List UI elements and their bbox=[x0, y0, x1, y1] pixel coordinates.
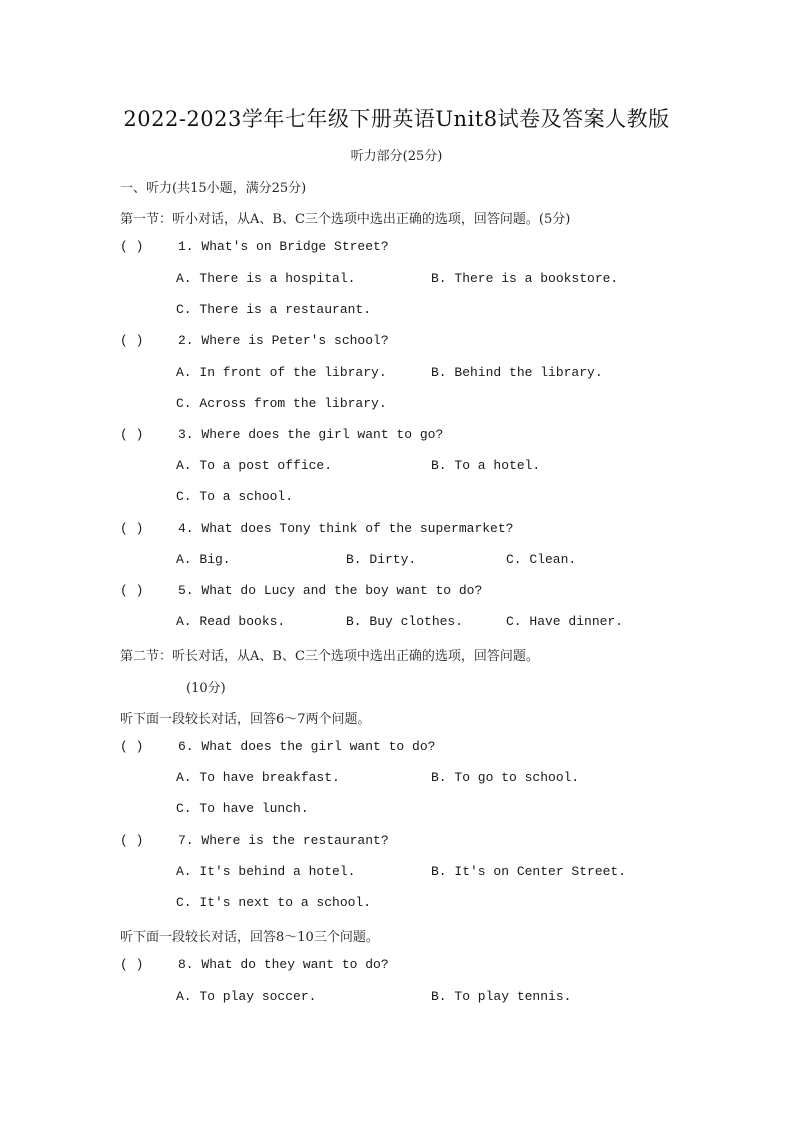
option-c: C. Have dinner. bbox=[506, 614, 624, 629]
option-b: B. Buy clothes. bbox=[346, 614, 464, 629]
question-4 bbox=[120, 521, 513, 536]
option-a: A. It's behind a hotel. bbox=[176, 864, 356, 879]
answer-blank[interactable]: ( ) bbox=[120, 427, 144, 442]
answer-blank[interactable]: ( ) bbox=[120, 583, 144, 598]
option-a: A. To have breakfast. bbox=[176, 770, 340, 785]
answer-blank[interactable]: ( ) bbox=[120, 739, 144, 754]
option-a: A. There is a hospital. bbox=[176, 271, 356, 286]
option-a: A. To play soccer. bbox=[176, 989, 317, 1004]
question-stem: 7. Where is the restaurant? bbox=[178, 833, 389, 848]
option-a: A. Big. bbox=[176, 552, 231, 567]
option-c: C. It's next to a school. bbox=[176, 895, 372, 910]
option-a: A. To a post office. bbox=[176, 458, 333, 473]
question-7 bbox=[120, 833, 389, 848]
section2-score: (10分) bbox=[186, 681, 226, 696]
question-8 bbox=[120, 957, 389, 972]
listening-section-subtitle: 听力部分(25分) bbox=[350, 149, 443, 164]
document-title: 2022-2023学年七年级下册英语Unit8试卷及答案人教版 bbox=[123, 107, 670, 131]
question-3 bbox=[120, 427, 443, 442]
answer-blank[interactable]: ( ) bbox=[120, 239, 144, 254]
question-stem: 4. What does Tony think of the supermarket? bbox=[178, 521, 514, 536]
question-1 bbox=[120, 239, 389, 254]
option-c: C. Clean. bbox=[506, 552, 577, 567]
question-5 bbox=[120, 583, 482, 598]
question-stem: 5. What do Lucy and the boy want to do? bbox=[178, 583, 483, 598]
option-a: A. In front of the library. bbox=[176, 365, 387, 380]
question-stem: 1. What's on Bridge Street? bbox=[178, 239, 389, 254]
question-stem: 6. What does the girl want to do? bbox=[178, 739, 436, 754]
section1-heading: 第一节：听小对话，从A、B、C三个选项中选出正确的选项，回答问题。(5分) bbox=[120, 212, 571, 227]
question-stem: 8. What do they want to do? bbox=[178, 957, 389, 972]
answer-blank[interactable]: ( ) bbox=[120, 521, 144, 536]
option-b: B. There is a bookstore. bbox=[431, 271, 619, 286]
group1-instruction: 听下面一段较长对话，回答6～7两个问题。 bbox=[120, 712, 371, 727]
option-c: C. There is a restaurant. bbox=[176, 302, 372, 317]
option-b: B. To a hotel. bbox=[431, 458, 541, 473]
option-b: B. Dirty. bbox=[346, 552, 417, 567]
group2-instruction: 听下面一段较长对话，回答8～10三个问题。 bbox=[120, 930, 379, 945]
question-stem: 3. Where does the girl want to go? bbox=[178, 427, 444, 442]
option-c: C. To a school. bbox=[176, 489, 294, 504]
question-stem: 2. Where is Peter's school? bbox=[178, 333, 389, 348]
option-a: A. Read books. bbox=[176, 614, 286, 629]
answer-blank[interactable]: ( ) bbox=[120, 957, 144, 972]
option-b: B. To go to school. bbox=[431, 770, 580, 785]
answer-blank[interactable]: ( ) bbox=[120, 333, 144, 348]
part-heading: 一、听力(共15小题，满分25分) bbox=[120, 181, 307, 196]
section2-heading: 第二节：听长对话，从A、B、C三个选项中选出正确的选项，回答问题。 bbox=[120, 649, 539, 664]
option-c: C. Across from the library. bbox=[176, 396, 387, 411]
option-b: B. Behind the library. bbox=[431, 365, 603, 380]
question-2 bbox=[120, 333, 389, 348]
question-6 bbox=[120, 739, 435, 754]
option-b: B. To play tennis. bbox=[431, 989, 572, 1004]
option-c: C. To have lunch. bbox=[176, 801, 309, 816]
answer-blank[interactable]: ( ) bbox=[120, 833, 144, 848]
option-b: B. It's on Center Street. bbox=[431, 864, 627, 879]
